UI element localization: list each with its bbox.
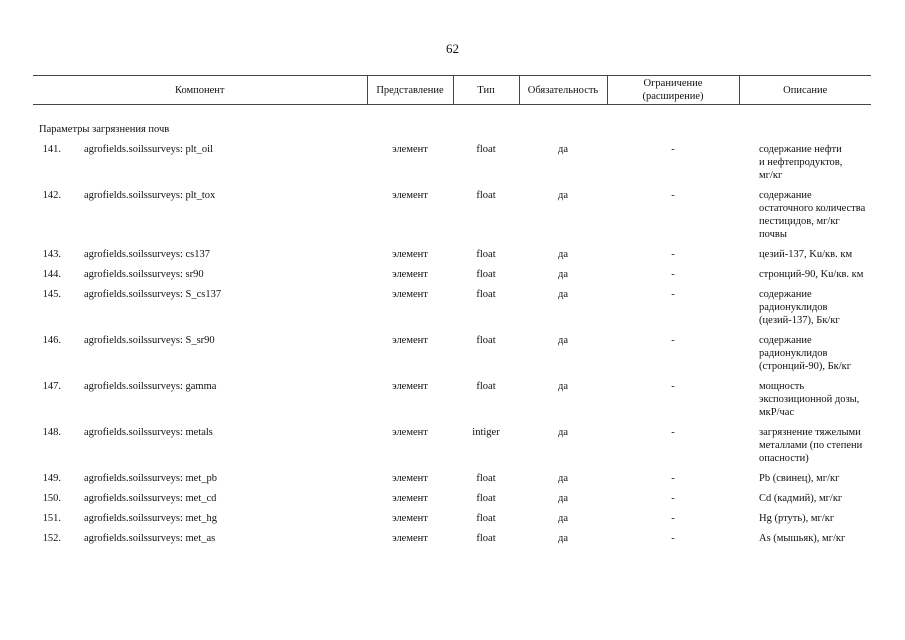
row-required: да xyxy=(557,249,568,260)
header-component: Компонент xyxy=(33,76,367,105)
row-limit: - xyxy=(671,335,675,346)
row-number: 151. xyxy=(42,513,61,524)
row-component: agrofields.soilssurveys: met_as xyxy=(84,533,216,544)
row-type: float xyxy=(476,381,496,392)
page-number: 62 xyxy=(446,41,459,56)
row-number: 143. xyxy=(42,249,61,260)
row-limit: - xyxy=(671,190,675,201)
row-representation: элемент xyxy=(392,473,428,484)
section-title: Параметры загрязнения почв xyxy=(39,124,170,135)
row-required: да xyxy=(557,269,568,280)
table-row xyxy=(33,248,871,268)
row-limit: - xyxy=(671,269,675,280)
header-type: Тип xyxy=(453,76,519,105)
row-description: мощность экспозиционной дозы, мкР/час xyxy=(759,381,860,418)
row-number: 144. xyxy=(42,269,61,280)
row-representation: элемент xyxy=(392,335,428,346)
table-row xyxy=(33,334,871,380)
row-representation: элемент xyxy=(392,269,428,280)
row-limit: - xyxy=(671,144,675,155)
row-representation: элемент xyxy=(392,289,428,300)
header-required: Обязательность xyxy=(519,76,607,105)
row-limit: - xyxy=(671,249,675,260)
row-component: agrofields.soilssurveys: plt_oil xyxy=(84,144,213,155)
row-type: float xyxy=(476,533,496,544)
section-row xyxy=(33,105,871,144)
row-type: float xyxy=(476,289,496,300)
row-limit: - xyxy=(671,473,675,484)
row-representation: элемент xyxy=(392,493,428,504)
row-description: Hg (ртуть), мг/кг xyxy=(759,513,835,524)
row-description: содержание нефти и нефтепродуктов, мг/кг xyxy=(759,144,843,181)
row-required: да xyxy=(557,289,568,300)
row-component: agrofields.soilssurveys: metals xyxy=(84,427,213,438)
row-representation: элемент xyxy=(392,144,428,155)
row-description: стронций-90, Ku/кв. км xyxy=(759,269,864,280)
table-row xyxy=(33,380,871,426)
row-type: float xyxy=(476,249,496,260)
row-type: float xyxy=(476,473,496,484)
row-type: float xyxy=(476,335,496,346)
row-number: 152. xyxy=(42,533,61,544)
table-row xyxy=(33,532,871,552)
row-number: 142. xyxy=(42,190,61,201)
row-description: Pb (свинец), мг/кг xyxy=(759,473,840,484)
row-component: agrofields.soilssurveys: gamma xyxy=(84,381,217,392)
row-number: 149. xyxy=(42,473,61,484)
row-required: да xyxy=(557,190,568,201)
row-limit: - xyxy=(671,493,675,504)
table-row xyxy=(33,288,871,334)
row-component: agrofields.soilssurveys: met_cd xyxy=(84,493,217,504)
row-required: да xyxy=(557,493,568,504)
row-required: да xyxy=(557,513,568,524)
table-row xyxy=(33,426,871,472)
row-type: float xyxy=(476,190,496,201)
row-description: содержание остаточного количества пестицидов, мг/кг почвы xyxy=(759,190,866,240)
row-limit: - xyxy=(671,513,675,524)
row-representation: элемент xyxy=(392,190,428,201)
row-required: да xyxy=(557,473,568,484)
row-type: intiger xyxy=(472,427,500,438)
header-description: Описание xyxy=(739,76,871,105)
row-number: 141. xyxy=(42,144,61,155)
schema-table xyxy=(33,75,871,552)
header-limit xyxy=(607,76,739,105)
table-row xyxy=(33,189,871,248)
row-representation: элемент xyxy=(392,427,428,438)
row-limit: - xyxy=(671,289,675,300)
row-component: agrofields.soilssurveys: plt_tox xyxy=(84,190,216,201)
table-row xyxy=(33,268,871,288)
table-header-row xyxy=(33,76,871,105)
row-description: цезий-137, Ku/кв. км xyxy=(759,249,853,260)
row-component: agrofields.soilssurveys: sr90 xyxy=(84,269,204,280)
table-row xyxy=(33,512,871,532)
row-component: agrofields.soilssurveys: S_cs137 xyxy=(84,289,222,300)
row-required: да xyxy=(557,533,568,544)
row-limit: - xyxy=(671,381,675,392)
row-representation: элемент xyxy=(392,533,428,544)
row-type: float xyxy=(476,513,496,524)
row-type: float xyxy=(476,269,496,280)
row-component: agrofields.soilssurveys: cs137 xyxy=(84,249,210,260)
row-description: As (мышьяк), мг/кг xyxy=(759,533,846,544)
row-component: agrofields.soilssurveys: met_pb xyxy=(84,473,217,484)
row-component: agrofields.soilssurveys: S_sr90 xyxy=(84,335,215,346)
row-component: agrofields.soilssurveys: met_hg xyxy=(84,513,217,524)
row-description: содержание радионуклидов (цезий-137), Бк/кг xyxy=(759,289,840,326)
table-row xyxy=(33,492,871,512)
row-representation: элемент xyxy=(392,513,428,524)
row-required: да xyxy=(557,381,568,392)
row-type: float xyxy=(476,144,496,155)
header-limit-label: Ограничение (расширение) xyxy=(642,78,704,102)
row-type: float xyxy=(476,493,496,504)
header-representation: Представление xyxy=(367,76,453,105)
table-row xyxy=(33,143,871,189)
row-description: содержание радионуклидов (стронций-90), Бк/кг xyxy=(759,335,852,372)
row-representation: элемент xyxy=(392,381,428,392)
row-required: да xyxy=(557,144,568,155)
row-limit: - xyxy=(671,533,675,544)
row-description: загрязнение тяжелыми металлами (по степени опасности) xyxy=(759,427,863,464)
row-limit: - xyxy=(671,427,675,438)
row-number: 145. xyxy=(42,289,61,300)
row-description: Cd (кадмий), мг/кг xyxy=(759,493,843,504)
table-row xyxy=(33,472,871,492)
row-required: да xyxy=(557,335,568,346)
row-number: 146. xyxy=(42,335,61,346)
row-required: да xyxy=(557,427,568,438)
row-number: 147. xyxy=(42,381,61,392)
row-number: 150. xyxy=(42,493,61,504)
row-number: 148. xyxy=(42,427,61,438)
row-representation: элемент xyxy=(392,249,428,260)
